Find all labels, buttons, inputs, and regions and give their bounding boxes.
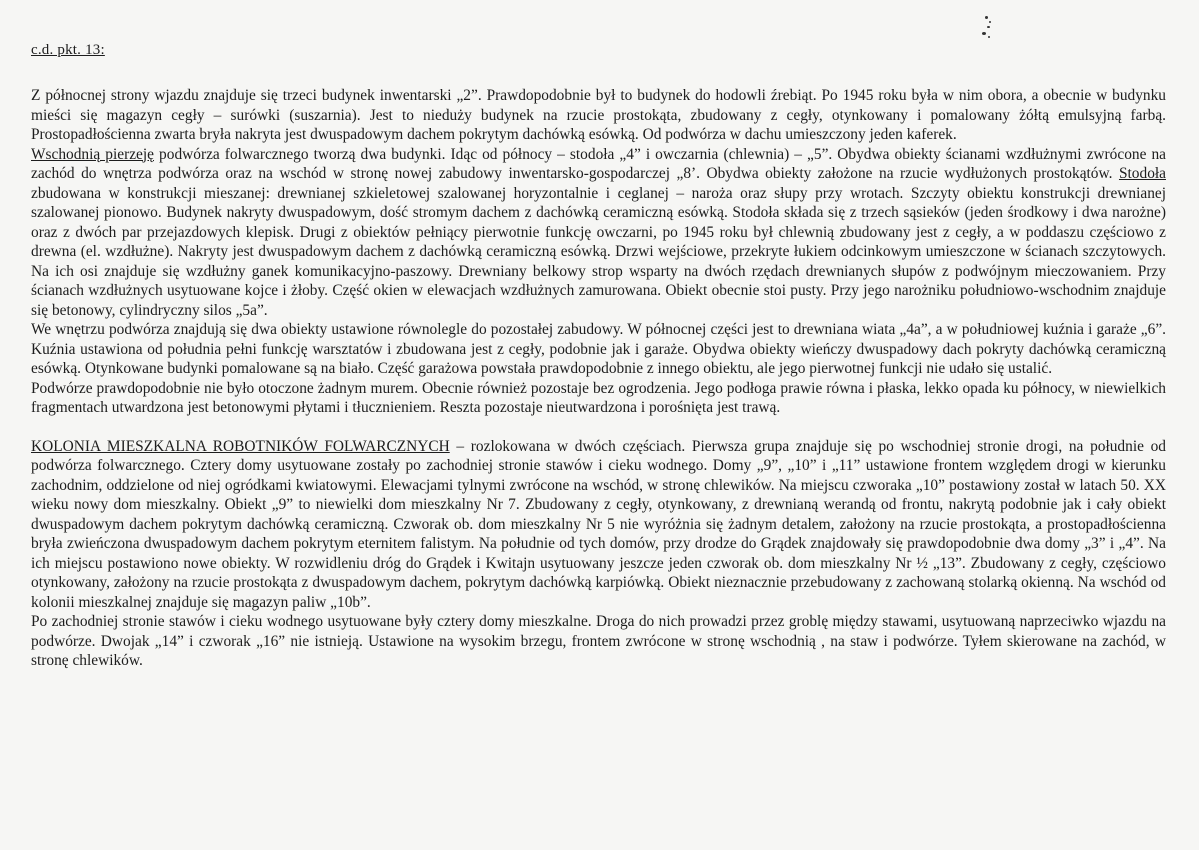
paragraph-4: Podwórze prawdopodobnie nie było otoczone żadnym murem. Obecnie również pozostaje bez ogrodzenia. Jego podłoga prawie równa i płaska, lekko opada ku północy, w niewielkich fragmentach utwardzona jest betonowymi płytami i tłucznieniem. Reszta pozostaje nieutwardzona i porośnięta jest trawą. [31,379,1166,416]
paragraph-2-text-b: zbudowana w konstrukcji mieszanej: drewnianej szkieletowej szalowanej horyzontalnie i ceglanej – naroża oraz słupy przy wrotach. Szczyty obiektu konstrukcji drewnianej szalowanej pionowo. Budynek nakryty dwuspadowym, dość stromym dachem z dachówką ceramiczną esówką. Stodoła składa się z trzech sąsieków (jeden środkowy i dwa narożne) oraz z dwóch par przejazdowych klepisk. Drugi z obiektów pełniący pierwotnie funkcję owczarni, po 1945 roku był chlewnią zbudowany jest z cegły, a w poddaszu częściowo z drewna (el. wzdłużne). Nakryty jest dwuspadowym dachem z dachówką ceramiczną esówką. Drzwi wejściowe, przekryte łukiem odcinkowym umieszczone w ścianach szczytowych. Na ich osi znajduje się wzdłużny ganek komunikacyjno-paszowy. Drewniany belkowy strop wsparty na dwóch rzędach drewnianych słupów z podwójnym mieczowaniem. Przy ścianach wzdłużnych usytuowane kojce i żłoby. Część okien w elewacjach wzdłużnych zamurowana. Obiekt obecnie stoi pusty. Przy jego narożniku południowo-wschodnim znajduje się betonowy, cylindryczny silos „5a”. [31,184,1166,319]
paragraph-1: Z północnej strony wjazdu znajduje się trzeci budynek inwentarski „2”. Prawdopodobnie był to budynek do hodowli źrebiąt. Po 1945 roku była w nim obora, a obecnie w budynku mieści się magazyn cegły – surówki (suszarnia). Jest to nieduży budynek na rzucie prostokąta, zbudowany z cegły, otynkowany i pomalowany żółtą emulsyjną farbą. Prostopadłościenna zwarta bryła nakryta jest dwuspadowym dachem pokrytym dachówką esówką. Od podwórza w dachu umieszczony jeden kaferek. [31,87,1166,143]
underlined-term-eastern-frontage: Wschodnią pierzeję [31,145,154,163]
section-title-workers-colony: KOLONIA MIESZKALNA ROBOTNIKÓW FOLWARCZNYCH [31,437,450,455]
paragraph-5 [31,437,1166,613]
section-heading: c.d. pkt. 13: [31,42,105,58]
underlined-term-barn: Stodoła [1118,165,1166,182]
paragraph-3: We wnętrzu podwórza znajdują się dwa obiekty ustawione równolegle do pozostałej zabudowy. W północnej części jest to drewniana wiata „4a”, a w południowej kuźnia i garaże „6”. Kuźnia ustawiona od południa pełni funkcję warsztatów i zbudowana jest z cegły, podobnie jak i garaże. Obydwa obiekty wieńczy dwuspadowy dach pokryty dachówką ceramiczną esówką. Otynkowane budynki pomalowane są na biało. Część garażowa powstała prawdopodobnie z innego obiektu, ale jego pierwotnej funkcji nie udało się ustalić. [31,321,1166,377]
paragraph-5-text: – rozlokowana w dwóch częściach. Pierwsza grupa znajduje się po wschodniej stronie drogi, na południe od podwórza folwarcznego. Cztery domy usytuowane zostały po zachodniej stronie stawów i cieku wodnego. Domy „9”, „10” i „11” ustawione frontem względem drogi w kierunku zachodnim, oddzielone od niej ogródkami kwiatowymi. Elewacjami tylnymi zwrócone na wschód, w stronę chlewików. Na miejscu czworaka „10” postawiony został w latach 50. XX wieku nowy dom mieszkalny. Obiekt „9” to niewielki dom mieszkalny Nr 7. Zbudowany z cegły, otynkowany, z drewnianą werandą od frontu, nakrytą podobnie jak i cały obiekt dwuspadowym dachem pokrytym dachówką ceramiczną. Czworak ob. dom mieszkalny Nr 5 nie wyróżnia się żadnym detalem, założony na rzucie prostokąta, a prostopadłościenna bryła zwieńczona dwuspadowym dachem pokrytym eternitem falistym. Na południe od tych domów, przy drodze do Grądek znajdowały się prawdopodobnie dwa domy „3” i „4”. Na ich miejscu postawiono nowe obiekty. W rozwidleniu dróg do Grądek i Kwitajn usytuowany jeszcze jeden czworak ob. dom mieszkalny Nr ½ „13”. Zbudowany z cegły, częściowo otynkowany, założony na rzucie prostokąta z dwuspadowym dachem, pokrytym dachówką karpiówką. Obiekt nieznacznie przebudowany z zachowaną stolarką okienną. Na wschód od kolonii mieszkalnej znajduje się magazyn paliw „10b”. [31,437,1166,611]
paragraph-2-text-a: podwórza folwarcznego tworzą dwa budynki. Idąc od północy – stodoła „4” i owczarnia (chlewnia) – „5”. Obydwa obiekty ścianami wzdłużnymi zwrócone na zachód do wnętrza podwórza oraz na wschód w stronę nowej zabudowy inwentarsko-gospodarczej „8’. Obydwa obiekty założone na rzucie wydłużonych prostokątów. [31,145,1167,182]
paragraph-6: Po zachodniej stronie stawów i cieku wodnego usytuowane były cztery domy mieszkalne. Droga do nich prowadzi przez groblę między stawami, usytuowaną naprzeciwko wjazdu na podwórze. Dwojak „14” i czworak „16” nie istnieją. Ustawione na wysokim brzegu, frontem zwrócone w stronę wschodnią , na staw i podwórze. Tyłem skierowane na zachód, w stronę chlewików. [31,613,1166,669]
paragraph-gap [31,418,1166,437]
ink-marks [979,14,999,44]
paragraph-2 [31,145,1166,321]
document-body [31,86,1166,671]
